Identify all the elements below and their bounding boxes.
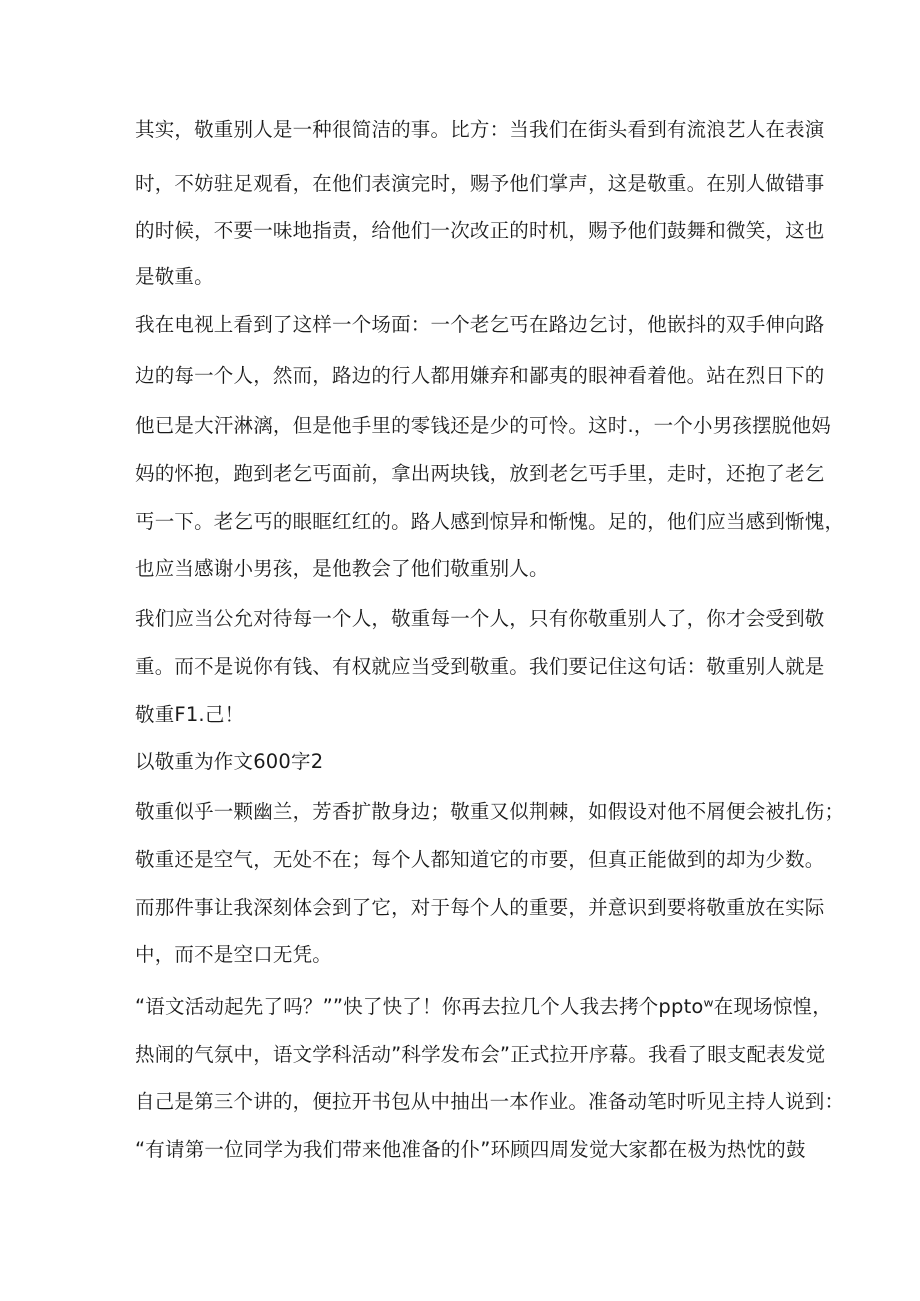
text-line: “语文活动起先了吗？””快了快了！你再去拉几个人我去拷个pptoʷ在现场惊惶， [135, 995, 832, 1018]
text-line: “有请第一位同学为我们带来他准备的仆”环顾四周发觉大家都在极为热忱的鼓 [135, 1138, 806, 1161]
text-line: 自己是第三个讲的，便拉开书包从中抽出一本作业。准备动笔时听见主持人说到： [135, 1090, 845, 1113]
text-line: 时，不妨驻足观看，在他们表演完时，赐予他们掌声，这是敬重。在别人做错事 [135, 172, 825, 195]
text-line: 其实，敬重别人是一种很简洁的事。比方：当我们在街头看到有流浪艺人在表演 [135, 118, 825, 141]
text-line: 重。而不是说你有钱、有权就应当受到敬重。我们要记住这句话：敬重别人就是 [135, 655, 825, 678]
text-line: 他已是大汗淋漓，但是他手里的零钱还是少的可怜。这时.，一个小男孩摆脱他妈 [135, 414, 831, 437]
text-line: 敬重还是空气，无处不在；每个人都知道它的市要，但真正能做到的却为少数。 [135, 848, 825, 871]
text-line: 中，而不是空口无凭。 [135, 943, 333, 966]
text-line: 边的每一个人，然而，路边的行人都用嫌弃和鄙夷的眼神看着他。站在烈日下的 [135, 364, 825, 387]
text-line: 是敬重。 [135, 265, 214, 288]
text-line: 热闹的气氛中，语文学科活动”科学发布会”正式拉开序幕。我看了眼支配表发觉 [135, 1043, 826, 1066]
text-line: 的时候，不要一味地指责，给他们一次改正的时机，赐予他们鼓舞和微笑，这也 [135, 219, 825, 242]
text-line: 而那件事让我深刻体会到了它，对于每个人的重要，并意识到要将敬重放在实际 [135, 896, 825, 919]
text-line: 丐一下。老乞丐的眼眶红红的。路人感到惊异和惭愧。足的，他们应当感到惭愧， [135, 510, 845, 533]
text-line: 敬重F1.己！ [135, 703, 245, 726]
text-line: 我们应当公允对待每一个人，敬重每一个人，只有你敬重别人了，你才会受到敬 [135, 607, 825, 630]
text-line: 敬重似乎一颗幽兰，芳香扩散身边；敬重又似荆棘，如假设对他不屑便会被扎伤； [135, 800, 845, 823]
text-line: 妈的怀抱，跑到老乞丐面前，拿出两块钱，放到老乞丐手里，走时，还抱了老乞 [135, 462, 825, 485]
section-title: 以敬重为作文600字2 [135, 750, 324, 773]
text-line: 也应当感谢小男孩，是他教会了他们敬重别人。 [135, 557, 549, 580]
text-line: 我在电视上看到了这样一个场面：一个老乞丐在路边乞讨，他嵌抖的双手伸向路 [135, 313, 825, 336]
